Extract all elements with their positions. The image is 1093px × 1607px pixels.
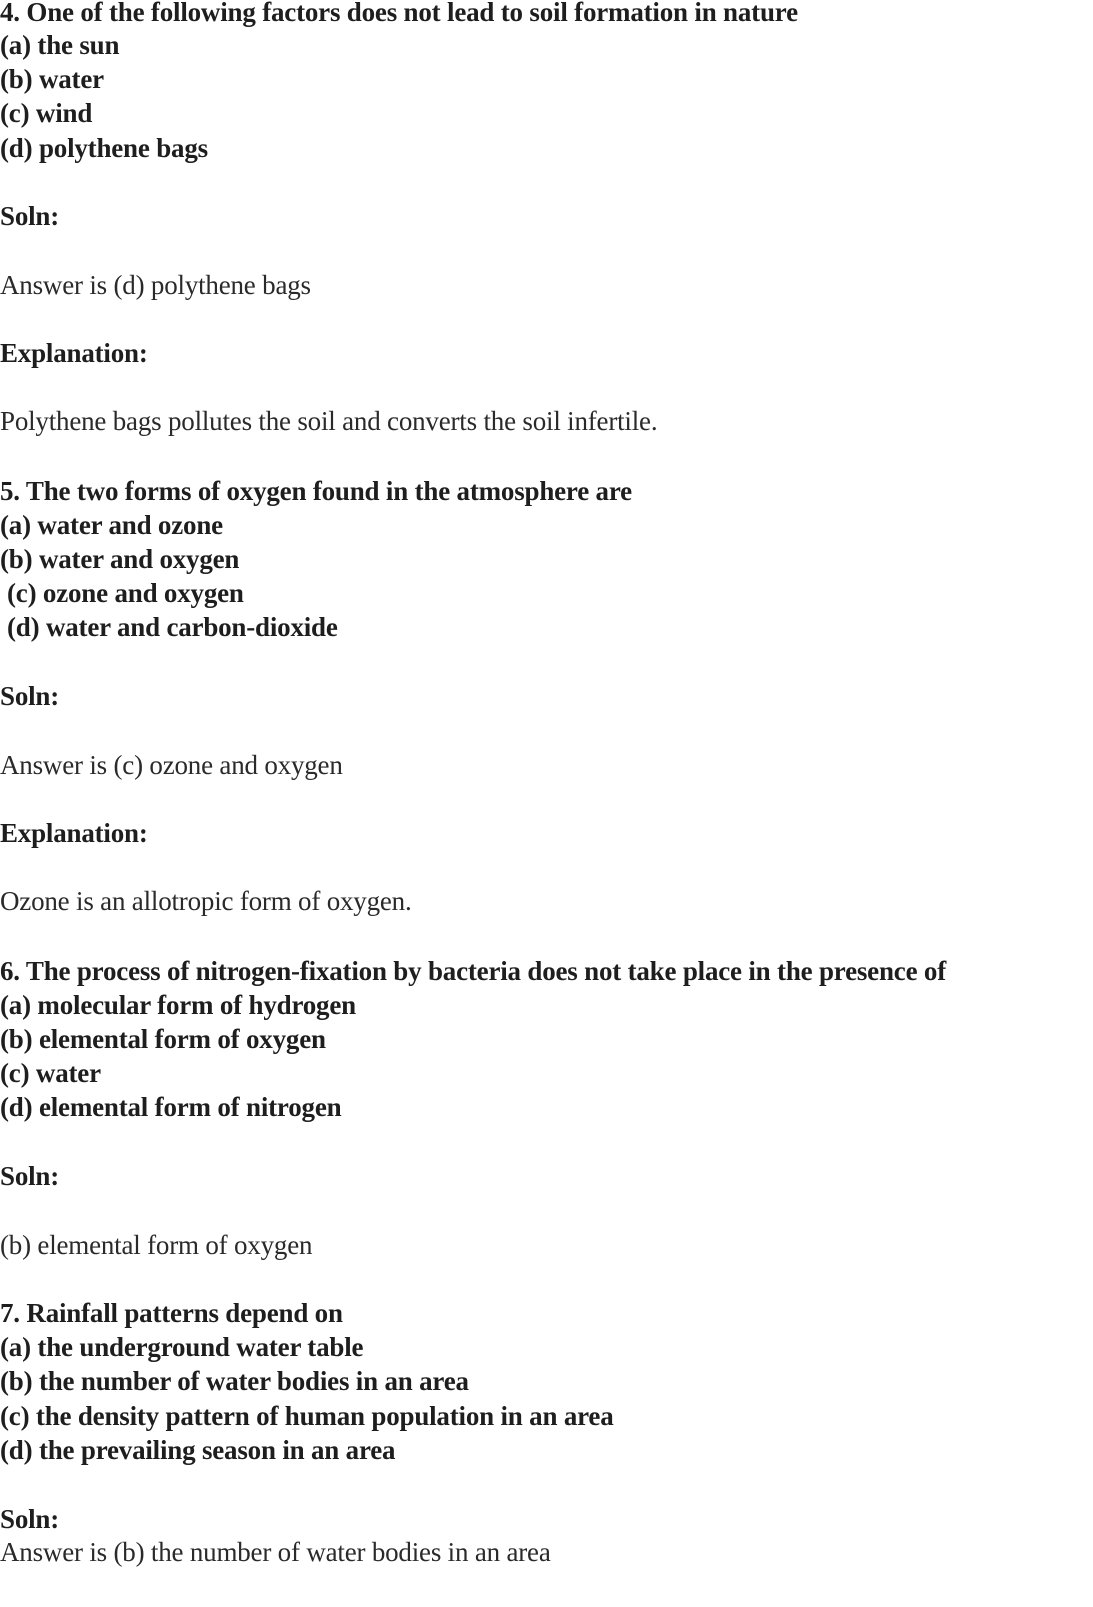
option-text: (a) molecular form of hydrogen (0, 990, 356, 1020)
option-text: (a) the underground water table (0, 1332, 364, 1362)
question-text: 4. One of the following factors does not lead to soil formation in nature (0, 0, 798, 27)
solution-label: Soln: (0, 681, 60, 711)
option-text: (b) elemental form of oxygen (0, 1024, 326, 1054)
question-text: 6. The process of nitrogen-fixation by bacteria does not take place in the presence of (0, 956, 946, 986)
option-text: (a) water and ozone (0, 510, 223, 540)
answer-text: Answer is (b) the number of water bodies in an area (0, 1537, 551, 1567)
option-text: (b) water and oxygen (0, 544, 240, 574)
question-text: 5. The two forms of oxygen found in the atmosphere are (0, 476, 632, 506)
option-text: (b) water (0, 64, 104, 94)
explanation-text: Ozone is an allotropic form of oxygen. (0, 886, 412, 916)
option-text: (c) wind (0, 98, 93, 128)
solution-label: Soln: (0, 1161, 60, 1191)
explanation-label: Explanation: (0, 818, 148, 848)
option-text: (b) the number of water bodies in an area (0, 1366, 469, 1396)
explanation-label: Explanation: (0, 338, 148, 368)
option-text: (a) the sun (0, 30, 120, 60)
solution-label: Soln: (0, 201, 60, 231)
explanation-text: Polythene bags pollutes the soil and converts the soil infertile. (0, 406, 658, 436)
answer-text: (b) elemental form of oxygen (0, 1230, 313, 1260)
solution-label: Soln: (0, 1504, 60, 1534)
answer-text: Answer is (c) ozone and oxygen (0, 750, 343, 780)
option-text: (d) water and carbon-dioxide (7, 612, 338, 642)
option-text: (d) polythene bags (0, 133, 208, 163)
option-text: (c) water (0, 1058, 101, 1088)
option-text: (d) elemental form of nitrogen (0, 1092, 342, 1122)
option-text: (c) ozone and oxygen (7, 578, 244, 608)
question-text: 7. Rainfall patterns depend on (0, 1298, 343, 1328)
option-text: (d) the prevailing season in an area (0, 1435, 396, 1465)
answer-text: Answer is (d) polythene bags (0, 270, 311, 300)
option-text: (c) the density pattern of human population in an area (0, 1401, 614, 1431)
